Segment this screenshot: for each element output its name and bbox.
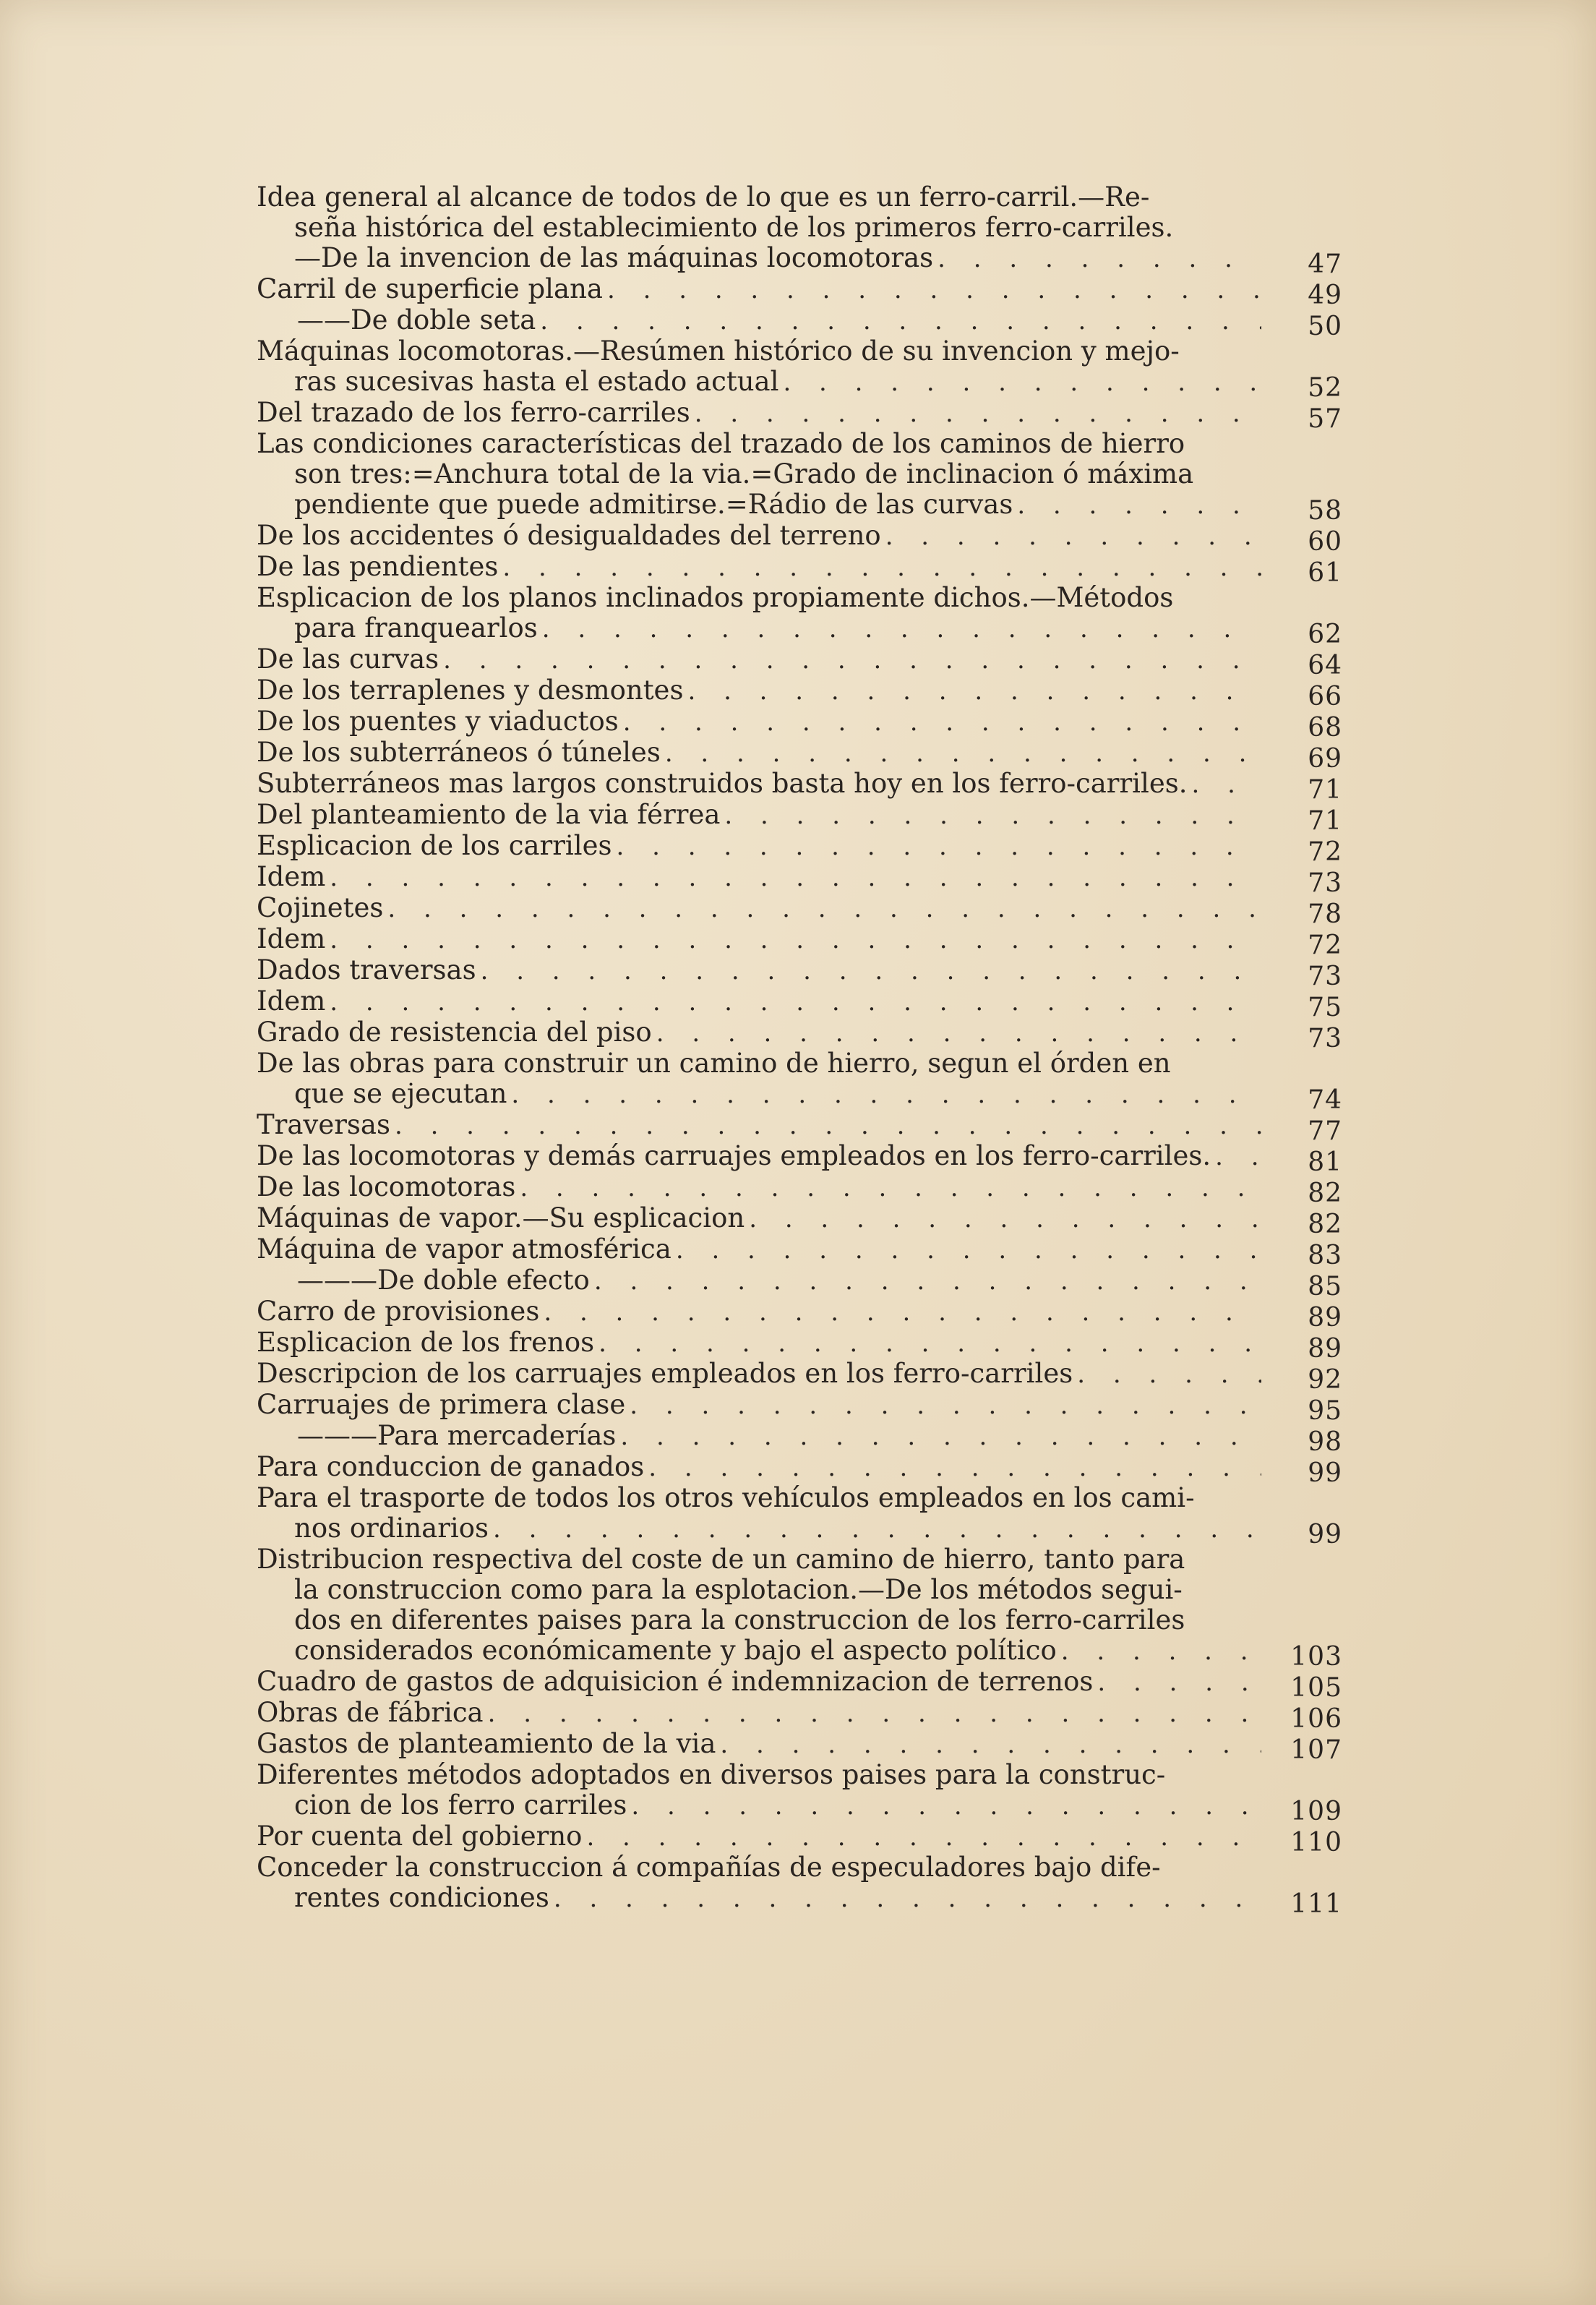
toc-entry-line [257, 1575, 1261, 1605]
toc-entry-text: pendiente que puede admitirse.=Rádio de las curvas [294, 489, 1013, 520]
toc-entry-text: Carril de superficie plana [257, 273, 603, 304]
toc-entry [257, 706, 1342, 743]
dot-leader [938, 244, 1261, 274]
toc-entry-text: Idea general al alcance de todos de lo que es un ferro-carril.—Re- [257, 181, 1150, 213]
toc-entry-text: Para el trasporte de todos los otros vehículos empleados en los cami- [257, 1482, 1195, 1513]
toc-entry [257, 643, 1342, 680]
toc-entry-line [257, 1421, 1261, 1452]
toc-entry-line [257, 1203, 1261, 1234]
toc-entry-line [257, 1729, 1261, 1760]
toc-entry-line [257, 182, 1261, 213]
toc-entry-text: De las pendientes [257, 551, 499, 582]
toc-entry [257, 1265, 1342, 1301]
toc-page-number: 61 [1308, 558, 1342, 588]
toc-page-number: 64 [1308, 651, 1342, 680]
toc-entry-line [257, 1790, 1261, 1821]
toc-page-number: 98 [1308, 1427, 1342, 1457]
dot-leader [676, 1235, 1261, 1265]
toc-entry [257, 335, 1342, 403]
toc-entry-line [257, 1760, 1261, 1790]
toc-entry-line [257, 274, 1261, 305]
dot-leader [520, 1173, 1261, 1203]
toc-entry-line [257, 831, 1261, 862]
toc-entry [257, 1233, 1342, 1270]
dot-leader [481, 956, 1261, 986]
dot-leader [616, 831, 1261, 862]
toc-entry-line [257, 398, 1261, 429]
toc-entry [257, 1697, 1342, 1734]
toc-entry-line [257, 489, 1261, 521]
toc-entry-line [257, 1635, 1261, 1667]
toc-entry-line [257, 1852, 1261, 1883]
toc-entry-line [257, 1513, 1261, 1544]
toc-entry [257, 675, 1342, 711]
dot-leader [1017, 490, 1261, 521]
toc-entry-line [257, 1544, 1261, 1575]
toc-page-number: 110 [1290, 1828, 1342, 1857]
toc-entry-line [257, 706, 1261, 737]
toc-entry-text: dos en diferentes paises para la construccion de los ferro-carriles [294, 1604, 1185, 1635]
toc-entry-text: son tres:=Anchura total de la via.=Grado de inclinacion ó máxima [294, 458, 1194, 489]
toc-entry-text: cion de los ferro carriles [294, 1789, 627, 1821]
toc-entry [257, 861, 1342, 898]
toc-entry-text: para franquearlos [294, 612, 538, 643]
toc-entry-text: Esplicacion de los planos inclinados propiamente dichos.—Métodos [257, 582, 1174, 613]
toc-entry [257, 799, 1342, 836]
toc-entry-text: Distribucion respectiva del coste de un camino de hierro, tanto para [257, 1544, 1185, 1575]
dot-leader [885, 521, 1261, 552]
toc-entry-text: De los accidentes ó desigualdades del terreno [257, 520, 881, 551]
dot-leader [395, 1111, 1261, 1141]
dot-leader [607, 275, 1261, 305]
toc-entry-line [257, 862, 1261, 893]
toc-entry-line [257, 1048, 1261, 1079]
toc-entry [257, 1202, 1342, 1239]
dot-leader [687, 676, 1261, 706]
toc-entry-line [257, 1698, 1261, 1729]
toc-entry [257, 985, 1342, 1022]
toc-entry-text: Del trazado de los ferro-carriles [257, 397, 690, 428]
toc-entry [257, 1171, 1342, 1208]
toc-entry-text: Del planteamiento de la via férrea [257, 799, 721, 830]
dot-leader [749, 1204, 1261, 1234]
toc-entry [257, 1017, 1342, 1053]
toc-entry [257, 1451, 1342, 1488]
toc-entry-line [257, 1079, 1261, 1110]
toc-entry-line [257, 986, 1261, 1017]
toc-entry [257, 1327, 1342, 1364]
toc-entry-line [257, 1605, 1261, 1635]
toc-page-number: 71 [1308, 775, 1342, 805]
toc-page-number: 47 [1308, 249, 1342, 279]
toc-page-number: 66 [1308, 682, 1342, 711]
dot-leader [620, 1421, 1261, 1452]
table-of-contents [257, 181, 1342, 1919]
toc-entry [257, 1728, 1342, 1765]
toc-entry [257, 1544, 1342, 1672]
toc-page-number: 75 [1308, 993, 1342, 1022]
toc-entry-text: Cuadro de gastos de adquisicion é indemnizacion de terrenos [257, 1666, 1094, 1697]
dot-leader [623, 707, 1261, 737]
toc-entry-text: Conceder la construccion á compañías de especuladores bajo dife- [257, 1852, 1161, 1883]
toc-page-number: 77 [1308, 1116, 1342, 1146]
dot-leader [542, 614, 1261, 644]
toc-page-number: 62 [1308, 620, 1342, 649]
toc-page-number: 82 [1308, 1210, 1342, 1239]
toc-entry-text: De los terraplenes y desmontes [257, 675, 684, 706]
toc-entry-line [257, 583, 1261, 613]
toc-entry-text: De los subterráneos ó túneles [257, 737, 661, 768]
toc-entry-text: Máquina de vapor atmosférica [257, 1233, 672, 1265]
toc-entry-text: la construccion como para la esplotacion.—De los métodos segui- [294, 1574, 1183, 1605]
toc-entry [257, 737, 1342, 774]
toc-entry-line [257, 1452, 1261, 1483]
toc-entry-line [257, 459, 1261, 489]
toc-entry-line [257, 893, 1261, 924]
toc-page-number: 50 [1308, 312, 1342, 341]
toc-page-number: 78 [1308, 899, 1342, 929]
dot-leader [1077, 1359, 1261, 1390]
toc-entry [257, 1821, 1342, 1857]
toc-entry-text: Por cuenta del gobierno [257, 1821, 583, 1852]
dot-leader [1215, 1142, 1261, 1172]
toc-page-number: 60 [1308, 527, 1342, 557]
dot-leader [631, 1791, 1261, 1821]
toc-entry-text: Traversas [257, 1109, 390, 1140]
toc-entry [257, 1140, 1342, 1177]
toc-page-number: 82 [1308, 1179, 1342, 1208]
toc-entry-line [257, 924, 1261, 955]
toc-page-number: 109 [1290, 1797, 1342, 1826]
dot-leader [648, 1453, 1261, 1483]
toc-page-number: 85 [1308, 1272, 1342, 1301]
dot-leader [783, 367, 1261, 398]
toc-page-number: 111 [1290, 1889, 1342, 1919]
toc-entry [257, 892, 1342, 929]
toc-page-number: 103 [1290, 1642, 1342, 1672]
toc-entry [257, 830, 1342, 867]
dot-leader [387, 894, 1261, 924]
toc-entry-text: Para conduccion de ganados [257, 1451, 645, 1482]
toc-page-number: 69 [1308, 744, 1342, 774]
dot-leader [1061, 1636, 1261, 1667]
toc-entry [257, 397, 1342, 434]
toc-page-number: 107 [1290, 1735, 1342, 1765]
toc-entry-text: ——De doble seta [297, 304, 536, 335]
toc-entry-text: Grado de resistencia del piso [257, 1017, 652, 1048]
toc-page-number: 106 [1290, 1704, 1342, 1734]
toc-page-number: 49 [1308, 281, 1342, 310]
toc-page-number: 99 [1308, 1520, 1342, 1549]
toc-entry [257, 954, 1342, 991]
dot-leader [724, 800, 1261, 831]
toc-entry-line [257, 213, 1261, 243]
toc-page-number: 58 [1308, 496, 1342, 526]
toc-entry-text: ras sucesivas hasta el estado actual [294, 366, 779, 397]
dot-leader [488, 1698, 1261, 1729]
toc-page-number: 95 [1308, 1396, 1342, 1426]
toc-page-number: 99 [1308, 1458, 1342, 1488]
toc-entry-text: Esplicacion de los frenos [257, 1327, 595, 1358]
toc-entry-line [257, 1234, 1261, 1265]
toc-entry-line [257, 1296, 1261, 1327]
toc-entry-text: Obras de fábrica [257, 1697, 484, 1728]
dot-leader [695, 398, 1261, 429]
toc-entry-text: rentes condiciones [294, 1882, 549, 1913]
toc-entry-line [257, 1110, 1261, 1141]
toc-entry-line [257, 552, 1261, 583]
toc-entry [257, 1852, 1342, 1919]
toc-entry-text: Subterráneos mas largos construidos basta hoy en los ferro-carriles. [257, 768, 1188, 799]
toc-page-number: 72 [1308, 931, 1342, 960]
dot-leader [1097, 1667, 1261, 1698]
toc-page-number: 92 [1308, 1365, 1342, 1395]
toc-entry [257, 582, 1342, 649]
toc-entry [257, 273, 1342, 310]
toc-entry-line [257, 1390, 1261, 1421]
toc-entry [257, 181, 1342, 279]
dot-leader [493, 1514, 1261, 1544]
toc-entry [257, 1048, 1342, 1115]
toc-entry [257, 1759, 1342, 1826]
toc-entry [257, 304, 1342, 341]
toc-entry-text: Cojinetes [257, 892, 384, 923]
dot-leader [330, 987, 1261, 1017]
toc-entry-line [257, 1017, 1261, 1048]
toc-entry-text: nos ordinarios [294, 1513, 489, 1544]
dot-leader [443, 645, 1261, 675]
toc-entry-line [257, 1172, 1261, 1203]
toc-page-number: 68 [1308, 713, 1342, 743]
toc-entry [257, 520, 1342, 557]
toc-entry-text: seña histórica del establecimiento de los primeros ferro-carriles. [294, 212, 1174, 243]
toc-entry-text: Dados traversas [257, 954, 476, 985]
toc-entry-line [257, 1883, 1261, 1914]
toc-entry-line [257, 336, 1261, 367]
toc-entry-text: ———Para mercaderías [297, 1420, 617, 1451]
toc-entry-line [257, 1265, 1261, 1296]
toc-entry-text: considerados económicamente y bajo el aspecto político [294, 1635, 1057, 1666]
dot-leader [330, 863, 1261, 893]
dot-leader [502, 552, 1261, 583]
dot-leader [554, 1883, 1261, 1914]
toc-entry-line [257, 737, 1261, 769]
toc-entry [257, 1358, 1342, 1395]
toc-entry [257, 923, 1342, 960]
toc-entry-text: Carruajes de primera clase [257, 1389, 626, 1420]
toc-entry-text: De las obras para construir un camino de hierro, segun el órden en [257, 1048, 1171, 1079]
toc-entry-line [257, 675, 1261, 706]
toc-page-number: 89 [1308, 1303, 1342, 1333]
toc-entry-text: Carro de provisiones [257, 1296, 540, 1327]
toc-entry-text: Esplicacion de los carriles [257, 830, 612, 861]
toc-entry-line [257, 1821, 1261, 1852]
toc-entry [257, 768, 1342, 805]
toc-page-number: 73 [1308, 962, 1342, 991]
toc-entry-line [257, 1667, 1261, 1698]
dot-leader [1191, 769, 1261, 800]
toc-entry-text: De las locomotoras y demás carruajes empleados en los ferro-carriles. [257, 1140, 1211, 1171]
dot-leader [665, 738, 1261, 769]
toc-entry-text: Idem [257, 985, 326, 1017]
dot-leader [511, 1079, 1261, 1110]
toc-entry-line [257, 644, 1261, 675]
dot-leader [540, 306, 1261, 336]
toc-page-number: 73 [1308, 868, 1342, 898]
dot-leader [330, 925, 1261, 955]
toc-entry-line [257, 305, 1261, 336]
toc-page-number: 71 [1308, 806, 1342, 836]
toc-entry-text: Descripcion de los carruajes empleados en los ferro-carriles [257, 1358, 1073, 1389]
toc-entry-text: Máquinas de vapor.—Su esplicacion [257, 1202, 745, 1233]
toc-entry [257, 1666, 1342, 1703]
toc-entry-line [257, 769, 1261, 800]
toc-entry-text: Gastos de planteamiento de la via [257, 1728, 716, 1759]
toc-page-number: 72 [1308, 837, 1342, 867]
toc-entry-text: Las condiciones características del trazado de los caminos de hierro [257, 428, 1185, 459]
dot-leader [720, 1729, 1261, 1760]
toc-page-number: 74 [1308, 1085, 1342, 1115]
toc-entry-line [257, 429, 1261, 459]
dot-leader [630, 1390, 1261, 1421]
toc-entry-line [257, 243, 1261, 274]
toc-entry-line [257, 800, 1261, 831]
toc-entry [257, 1389, 1342, 1426]
toc-page-number: 52 [1308, 373, 1342, 403]
toc-page-number: 83 [1308, 1241, 1342, 1270]
toc-entry-text: De las curvas [257, 643, 439, 675]
dot-leader [656, 1018, 1261, 1048]
toc-entry-text: Idem [257, 923, 326, 954]
toc-entry-text: que se ejecutan [294, 1078, 507, 1109]
toc-entry-line [257, 1327, 1261, 1359]
toc-entry-line [257, 613, 1261, 644]
toc-entry-text: ———De doble efecto [297, 1265, 590, 1296]
dot-leader [586, 1822, 1261, 1852]
toc-entry-text: Diferentes métodos adoptados en diversos paises para la construc- [257, 1759, 1166, 1790]
toc-entry-text: —De la invencion de las máquinas locomotoras [294, 242, 934, 273]
toc-entry [257, 428, 1342, 526]
toc-entry [257, 1109, 1342, 1146]
toc-page-number: 89 [1308, 1334, 1342, 1364]
toc-page-number: 73 [1308, 1024, 1342, 1053]
toc-entry [257, 1482, 1342, 1549]
toc-page-number: 105 [1290, 1673, 1342, 1703]
dot-leader [598, 1328, 1261, 1359]
toc-entry-text: Máquinas locomotoras.—Resúmen histórico de su invencion y mejo- [257, 335, 1180, 367]
toc-entry-line [257, 367, 1261, 398]
toc-entry-line [257, 1359, 1261, 1390]
toc-entry [257, 1296, 1342, 1333]
toc-entry [257, 551, 1342, 588]
toc-entry-line [257, 521, 1261, 552]
toc-page-number: 81 [1308, 1147, 1342, 1177]
toc-entry-line [257, 1483, 1261, 1513]
toc-page-number: 57 [1308, 404, 1342, 434]
toc-entry-text: Idem [257, 861, 326, 892]
dot-leader [544, 1297, 1261, 1327]
toc-entry-line [257, 1141, 1261, 1172]
toc-entry-line [257, 955, 1261, 986]
toc-entry-text: De los puentes y viaductos [257, 706, 619, 737]
toc-entry-text: De las locomotoras [257, 1171, 516, 1202]
dot-leader [594, 1266, 1261, 1296]
toc-entry [257, 1420, 1342, 1457]
